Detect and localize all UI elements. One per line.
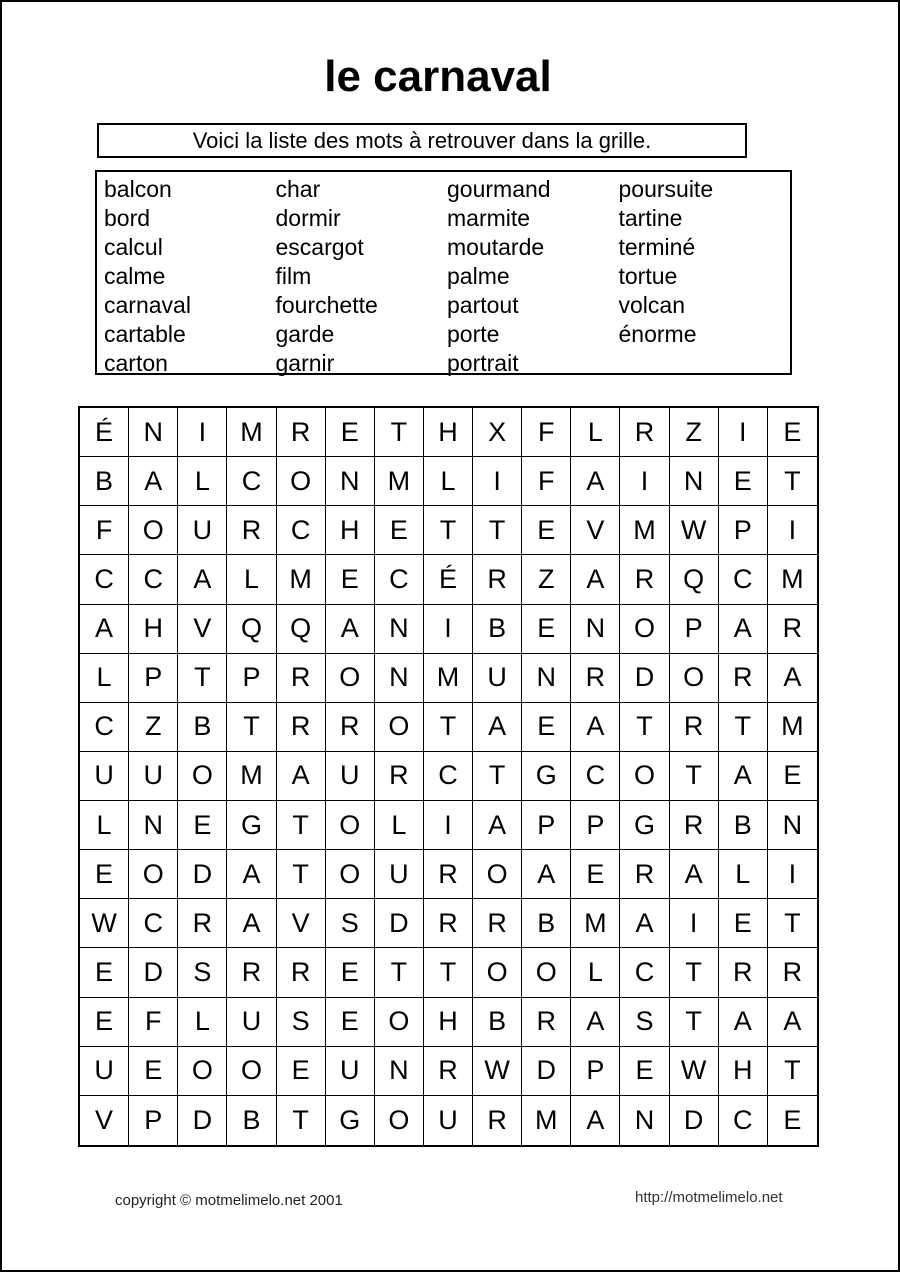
word-item: poursuite: [618, 176, 714, 202]
grid-cell: T: [227, 703, 276, 752]
grid-cell: R: [424, 850, 473, 899]
grid-cell: D: [375, 899, 424, 948]
word-item: marmite: [447, 205, 531, 231]
grid-cell: H: [424, 998, 473, 1047]
grid-cell: M: [227, 408, 276, 457]
grid-cell: W: [80, 899, 129, 948]
word-list-box: [95, 170, 792, 375]
grid-cell: A: [670, 850, 719, 899]
word-item: carnaval: [104, 292, 191, 318]
grid-cell: Q: [670, 555, 719, 604]
word-item: garnir: [275, 350, 335, 376]
grid-cell: C: [129, 555, 178, 604]
grid-cell: O: [277, 457, 326, 506]
grid-cell: R: [424, 899, 473, 948]
grid-cell: E: [80, 998, 129, 1047]
grid-cell: O: [326, 850, 375, 899]
grid-cell: L: [719, 850, 768, 899]
grid-cell: O: [227, 1047, 276, 1096]
grid-cell: T: [473, 752, 522, 801]
grid-cell: F: [522, 457, 571, 506]
grid-cell: N: [670, 457, 719, 506]
grid-cell: T: [178, 654, 227, 703]
grid-cell: U: [375, 850, 424, 899]
grid-cell: L: [375, 801, 424, 850]
grid-cell: D: [178, 850, 227, 899]
grid-cell: V: [571, 506, 620, 555]
grid-cell: T: [768, 1047, 817, 1096]
grid-cell: T: [277, 801, 326, 850]
grid-cell: D: [129, 948, 178, 997]
grid-cell: N: [522, 654, 571, 703]
grid-cell: M: [768, 703, 817, 752]
grid-cell: U: [227, 998, 276, 1047]
grid-cell: A: [571, 1096, 620, 1145]
grid-cell: R: [277, 948, 326, 997]
grid-cell: E: [326, 408, 375, 457]
grid-cell: T: [670, 752, 719, 801]
grid-cell: I: [719, 408, 768, 457]
grid-cell: A: [571, 998, 620, 1047]
grid-cell: T: [670, 948, 719, 997]
grid-cell: P: [719, 506, 768, 555]
grid-cell: M: [768, 555, 817, 604]
word-item: partout: [447, 292, 519, 318]
grid-cell: G: [522, 752, 571, 801]
grid-cell: C: [620, 948, 669, 997]
grid-cell: A: [326, 605, 375, 654]
grid-cell: R: [227, 506, 276, 555]
word-item: volcan: [618, 292, 685, 318]
grid-cell: T: [375, 408, 424, 457]
grid-cell: A: [571, 457, 620, 506]
grid-cell: Q: [277, 605, 326, 654]
word-item: dormir: [275, 205, 341, 231]
grid-cell: N: [375, 654, 424, 703]
grid-cell: G: [326, 1096, 375, 1145]
grid-cell: B: [473, 605, 522, 654]
grid-cell: H: [719, 1047, 768, 1096]
grid-cell: P: [571, 801, 620, 850]
grid-cell: S: [277, 998, 326, 1047]
grid-cell: H: [326, 506, 375, 555]
grid-cell: H: [129, 605, 178, 654]
grid-cell: R: [473, 899, 522, 948]
word-item: tortue: [618, 263, 678, 289]
grid-cell: O: [620, 605, 669, 654]
grid-cell: C: [719, 555, 768, 604]
grid-cell: T: [768, 899, 817, 948]
grid-cell: I: [670, 899, 719, 948]
grid-cell: T: [424, 506, 473, 555]
grid-cell: C: [277, 506, 326, 555]
grid-cell: L: [571, 948, 620, 997]
grid-cell: A: [178, 555, 227, 604]
grid-cell: A: [719, 998, 768, 1047]
grid-cell: R: [424, 1047, 473, 1096]
grid-cell: U: [326, 752, 375, 801]
grid-cell: E: [326, 948, 375, 997]
grid-cell: V: [80, 1096, 129, 1145]
grid-cell: S: [178, 948, 227, 997]
grid-cell: D: [522, 1047, 571, 1096]
grid-cell: E: [326, 555, 375, 604]
grid-cell: N: [326, 457, 375, 506]
word-list-column: [104, 175, 276, 378]
grid-cell: W: [473, 1047, 522, 1096]
word-item: film: [275, 263, 312, 289]
grid-cell: O: [670, 654, 719, 703]
grid-cell: N: [375, 1047, 424, 1096]
grid-cell: E: [571, 850, 620, 899]
grid-cell: Z: [129, 703, 178, 752]
word-item: porte: [447, 321, 500, 347]
grid-cell: R: [571, 654, 620, 703]
grid-cell: R: [473, 1096, 522, 1145]
grid-cell: D: [620, 654, 669, 703]
grid-cell: A: [719, 605, 768, 654]
grid-cell: N: [620, 1096, 669, 1145]
grid-cell: N: [129, 801, 178, 850]
grid-cell: A: [129, 457, 178, 506]
word-list-column: [276, 175, 448, 378]
grid-cell: C: [80, 703, 129, 752]
grid-cell: É: [80, 408, 129, 457]
grid-cell: T: [620, 703, 669, 752]
word-item: char: [275, 176, 321, 202]
word-item: bord: [104, 205, 151, 231]
grid-cell: Z: [670, 408, 719, 457]
grid-cell: R: [473, 555, 522, 604]
grid-cell: M: [522, 1096, 571, 1145]
grid-cell: I: [424, 801, 473, 850]
grid-cell: O: [178, 752, 227, 801]
word-item: palme: [447, 263, 510, 289]
grid-cell: É: [424, 555, 473, 604]
grid-cell: L: [80, 654, 129, 703]
grid-cell: A: [227, 850, 276, 899]
grid-cell: E: [375, 506, 424, 555]
grid-cell: U: [129, 752, 178, 801]
grid-cell: O: [326, 801, 375, 850]
page-title: le carnaval: [324, 52, 552, 101]
word-search-grid: [78, 406, 819, 1147]
word-item: portrait: [447, 350, 519, 376]
grid-cell: R: [719, 654, 768, 703]
grid-cell: T: [670, 998, 719, 1047]
grid-cell: X: [473, 408, 522, 457]
grid-cell: A: [473, 703, 522, 752]
grid-cell: V: [277, 899, 326, 948]
grid-cell: O: [375, 1096, 424, 1145]
grid-cell: B: [227, 1096, 276, 1145]
grid-cell: D: [178, 1096, 227, 1145]
grid-cell: U: [80, 1047, 129, 1096]
grid-cell: E: [178, 801, 227, 850]
grid-cell: M: [424, 654, 473, 703]
grid-cell: P: [670, 605, 719, 654]
grid-cell: R: [178, 899, 227, 948]
grid-cell: N: [375, 605, 424, 654]
word-list-columns: [97, 172, 790, 378]
grid-cell: A: [719, 752, 768, 801]
grid-cell: E: [129, 1047, 178, 1096]
grid-cell: R: [620, 408, 669, 457]
grid-cell: E: [522, 703, 571, 752]
grid-cell: S: [620, 998, 669, 1047]
grid-cell: O: [178, 1047, 227, 1096]
grid-cell: A: [80, 605, 129, 654]
grid-cell: R: [620, 555, 669, 604]
grid-cell: T: [424, 948, 473, 997]
grid-cell: T: [277, 850, 326, 899]
grid-cell: S: [326, 899, 375, 948]
grid-cell: A: [768, 998, 817, 1047]
grid-cell: R: [620, 850, 669, 899]
grid-cell: U: [326, 1047, 375, 1096]
grid-cell: M: [375, 457, 424, 506]
grid-cell: R: [670, 703, 719, 752]
grid-cell: W: [670, 1047, 719, 1096]
grid-cell: B: [178, 703, 227, 752]
grid-cell: A: [473, 801, 522, 850]
grid-cell: I: [178, 408, 227, 457]
grid-cell: N: [571, 605, 620, 654]
grid-cell: L: [178, 457, 227, 506]
grid-cell: P: [129, 654, 178, 703]
instruction-box: [97, 123, 747, 158]
grid-cell: M: [571, 899, 620, 948]
grid-cell: O: [375, 703, 424, 752]
grid-cell: M: [620, 506, 669, 555]
grid-cell: D: [670, 1096, 719, 1145]
word-item: cartable: [104, 321, 186, 347]
grid-cell: B: [522, 899, 571, 948]
grid-cell: I: [768, 506, 817, 555]
grid-cell: U: [178, 506, 227, 555]
grid-cell: Z: [522, 555, 571, 604]
grid-cell: E: [522, 506, 571, 555]
grid-cell: E: [326, 998, 375, 1047]
grid-cell: E: [719, 457, 768, 506]
grid-cell: F: [522, 408, 571, 457]
grid-cell: C: [80, 555, 129, 604]
grid-cell: W: [670, 506, 719, 555]
grid-cell: E: [80, 948, 129, 997]
grid-cell: A: [620, 899, 669, 948]
grid-cell: F: [129, 998, 178, 1047]
grid-cell: E: [80, 850, 129, 899]
grid-cell: E: [783, 1104, 802, 1135]
grid-cell: F: [80, 506, 129, 555]
grid-cell: R: [768, 948, 817, 997]
grid-cell: U: [80, 752, 129, 801]
word-item: escargot: [275, 234, 364, 260]
grid-cell: C: [424, 752, 473, 801]
grid-cell: T: [277, 1096, 326, 1145]
grid-cell: B: [473, 998, 522, 1047]
grid-cell: R: [277, 408, 326, 457]
grid-cell: E: [768, 752, 817, 801]
word-item: moutarde: [447, 234, 545, 260]
grid-cell: L: [571, 408, 620, 457]
grid-cell: C: [129, 899, 178, 948]
grid-cell: B: [80, 457, 129, 506]
grid-cell: U: [424, 1096, 473, 1145]
grid-cell: C: [227, 457, 276, 506]
grid-cell: E: [522, 605, 571, 654]
word-list-column: [447, 175, 619, 378]
grid-cell: I: [424, 605, 473, 654]
word-list-column: [619, 175, 791, 378]
grid-cell: P: [522, 801, 571, 850]
grid-cell: A: [277, 752, 326, 801]
grid-cell: R: [768, 605, 817, 654]
grid-cell: G: [620, 801, 669, 850]
grid-cell: V: [178, 605, 227, 654]
copyright-text: copyright © motmelimelo.net 2001: [115, 1192, 343, 1209]
grid-cell: O: [326, 654, 375, 703]
grid-cell: T: [424, 703, 473, 752]
word-item: calme: [104, 263, 166, 289]
grid-cell: T: [768, 457, 817, 506]
word-item: gourmand: [447, 176, 551, 202]
instruction-text: Voici la liste des mots à retrouver dans la grille.: [192, 127, 652, 153]
word-item: garde: [275, 321, 335, 347]
grid-cell: R: [522, 998, 571, 1047]
grid-cell: A: [768, 654, 817, 703]
grid-cell: A: [227, 899, 276, 948]
grid-cell: C: [375, 555, 424, 604]
grid-cell: M: [227, 752, 276, 801]
grid-cell: L: [424, 457, 473, 506]
grid-cell: P: [227, 654, 276, 703]
grid-cell: O: [129, 850, 178, 899]
word-item: calcul: [104, 234, 163, 260]
grid-cell: M: [277, 555, 326, 604]
grid-cell: T: [375, 948, 424, 997]
grid-cell: L: [227, 555, 276, 604]
grid-cell: R: [719, 948, 768, 997]
grid-cell: C: [719, 1096, 768, 1145]
footer-url: http://motmelimelo.net: [635, 1189, 783, 1206]
grid-cell: O: [522, 948, 571, 997]
grid-cell: U: [473, 654, 522, 703]
grid-cell: O: [473, 948, 522, 997]
grid-cell: O: [620, 752, 669, 801]
grid-cell: B: [719, 801, 768, 850]
grid-cell: O: [375, 998, 424, 1047]
grid-cell: A: [571, 555, 620, 604]
grid-cell: R: [326, 703, 375, 752]
grid-cell: G: [227, 801, 276, 850]
word-item: fourchette: [275, 292, 378, 318]
grid-cell: R: [670, 801, 719, 850]
grid-cell: C: [571, 752, 620, 801]
word-item: terminé: [618, 234, 696, 260]
grid-cell: E: [277, 1047, 326, 1096]
grid-cell: O: [129, 506, 178, 555]
grid-cell: P: [571, 1047, 620, 1096]
grid-cell: L: [80, 801, 129, 850]
grid-cell: T: [473, 506, 522, 555]
word-item: énorme: [618, 321, 697, 347]
word-item: balcon: [104, 176, 172, 202]
grid-cell: T: [719, 703, 768, 752]
grid-cell: O: [473, 850, 522, 899]
grid-cell: N: [129, 408, 178, 457]
word-item: carton: [104, 350, 168, 376]
grid-cell: E: [768, 408, 817, 457]
grid-cell: A: [571, 703, 620, 752]
grid-cell: I: [620, 457, 669, 506]
grid-cell: E: [620, 1047, 669, 1096]
grid-cell: R: [277, 654, 326, 703]
grid-cell: Q: [227, 605, 276, 654]
grid-cell: H: [424, 408, 473, 457]
grid-cell: E: [719, 899, 768, 948]
word-item: tartine: [618, 205, 683, 231]
grid-cell: P: [129, 1096, 178, 1145]
grid-cell: R: [375, 752, 424, 801]
grid-cell: R: [227, 948, 276, 997]
grid-cell: A: [522, 850, 571, 899]
grid-cell: L: [178, 998, 227, 1047]
grid-cell: N: [768, 801, 817, 850]
grid-cell: I: [473, 457, 522, 506]
grid-cell: I: [768, 850, 817, 899]
grid-cell: R: [277, 703, 326, 752]
